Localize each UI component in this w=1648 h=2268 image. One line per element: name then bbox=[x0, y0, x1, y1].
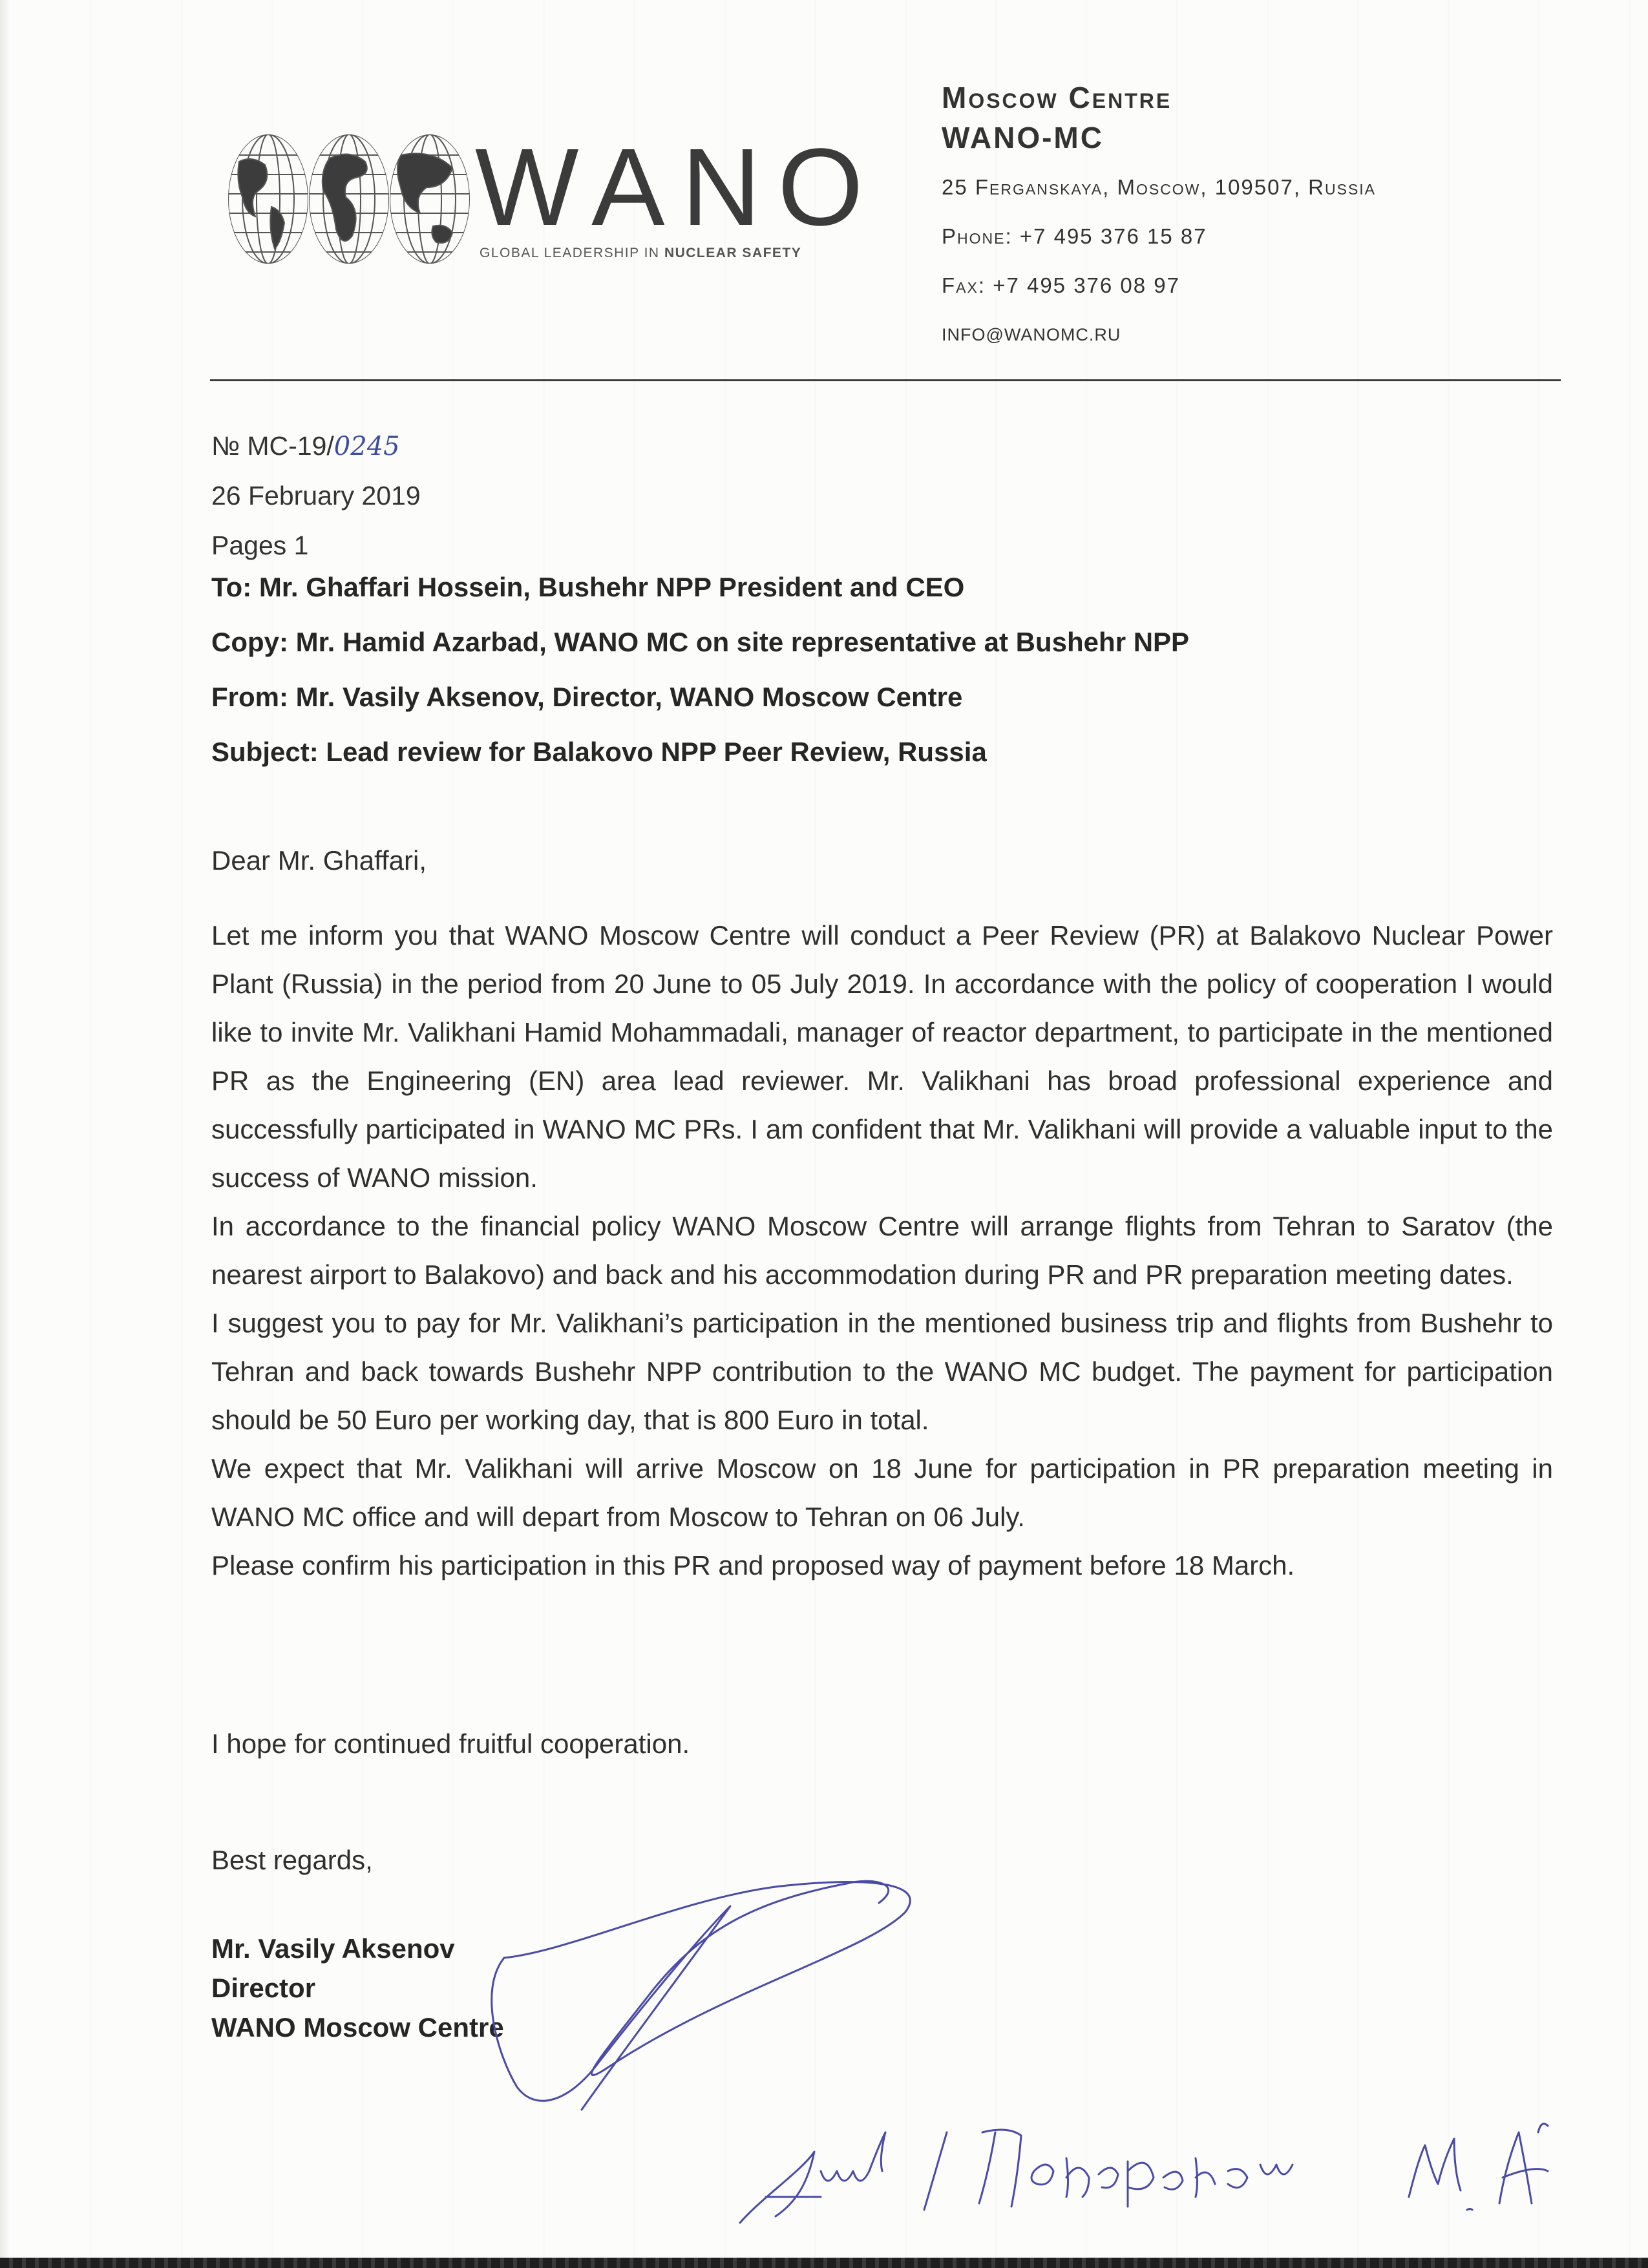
signatory-org: WANO Moscow Centre bbox=[211, 2012, 504, 2042]
salutation: Dear Mr. Ghaffari, bbox=[211, 845, 427, 876]
email-line: INFO@WANOMC.RU bbox=[942, 325, 1121, 344]
tagline-bold: NUCLEAR SAFETY bbox=[664, 246, 802, 260]
handwritten-note bbox=[740, 2124, 1548, 2223]
fax-line: Fax: +7 495 376 08 97 bbox=[942, 273, 1181, 297]
to-line: To: Mr. Ghaffari Hossein, Bushehr NPP President and CEO bbox=[211, 572, 965, 602]
body-paragraph: Please confirm his participation in this PR and proposed way of payment before 18 March. bbox=[211, 1550, 1295, 1580]
regards-line: Best regards, bbox=[211, 1845, 373, 1875]
body-paragraph: Let me inform you that WANO Moscow Centre will conduct a Peer Review (PR) at Balakovo Nuclear Power Plant (Russia) in the period from 20 June to 05 July 2019. In accordance with the policy of cooperation I would like to invite Mr. Valikhani Hamid Mohammadali, manager of reactor department, to participate in the mentioned PR as the Engineering (EN) area lead reviewer. Mr. Valikhani has broad professional experience and successfully participated in WANO MC PRs. I am confident that Mr. Valikhani will provide a valuable input to the success of WANO mission. bbox=[211, 920, 1553, 1193]
phone-line: Phone: +7 495 376 15 87 bbox=[942, 224, 1207, 248]
address-line: 25 Ferganskaya, Moscow, 109507, Russia bbox=[942, 175, 1377, 199]
reference-prefix: № MC-19/ bbox=[211, 431, 334, 461]
scan-bottom-edge bbox=[0, 2258, 1648, 2268]
copy-line: Copy: Mr. Hamid Azarbad, WANO MC on site representative at Bushehr NPP bbox=[211, 627, 1190, 657]
logo-wordmark: WANO bbox=[475, 126, 880, 249]
reference-handwritten-number: 0245 bbox=[333, 432, 400, 461]
body-paragraph: In accordance to the financial policy WANO Moscow Centre will arrange flights from Tehran to Saratov (the nearest airport to Balakovo) and back and his accommodation during PR and PR preparation meeting dates. bbox=[211, 1211, 1553, 1290]
closing-line: I hope for continued fruitful cooperation. bbox=[211, 1728, 690, 1759]
org-name: Moscow Centre bbox=[942, 81, 1172, 114]
body-paragraph: I suggest you to pay for Mr. Valikhani’s participation in the mentioned business trip and flights from Bushehr to Tehran and back towards Bushehr NPP contribution to the WANO MC budget. The payment for participation should be 50 Euro per working day, that is 800 Euro in total. bbox=[211, 1308, 1553, 1435]
org-short-name: WANO-MC bbox=[942, 121, 1104, 154]
signatory-title: Director bbox=[211, 1973, 316, 2003]
tagline-regular: GLOBAL LEADERSHIP IN bbox=[480, 246, 664, 260]
page-count: Pages 1 bbox=[211, 530, 309, 560]
body-paragraph: We expect that Mr. Valikhani will arrive Moscow on 18 June for participation in PR preparation meeting in WANO MC office and will depart from Moscow to Tehran on 06 July. bbox=[211, 1453, 1553, 1532]
signatory-name: Mr. Vasily Aksenov bbox=[211, 1933, 455, 1964]
from-line: From: Mr. Vasily Aksenov, Director, WANO Moscow Centre bbox=[211, 682, 963, 712]
letter-date: 26 February 2019 bbox=[211, 481, 421, 510]
subject-line: Subject: Lead review for Balakovo NPP Peer Review, Russia bbox=[211, 737, 987, 767]
